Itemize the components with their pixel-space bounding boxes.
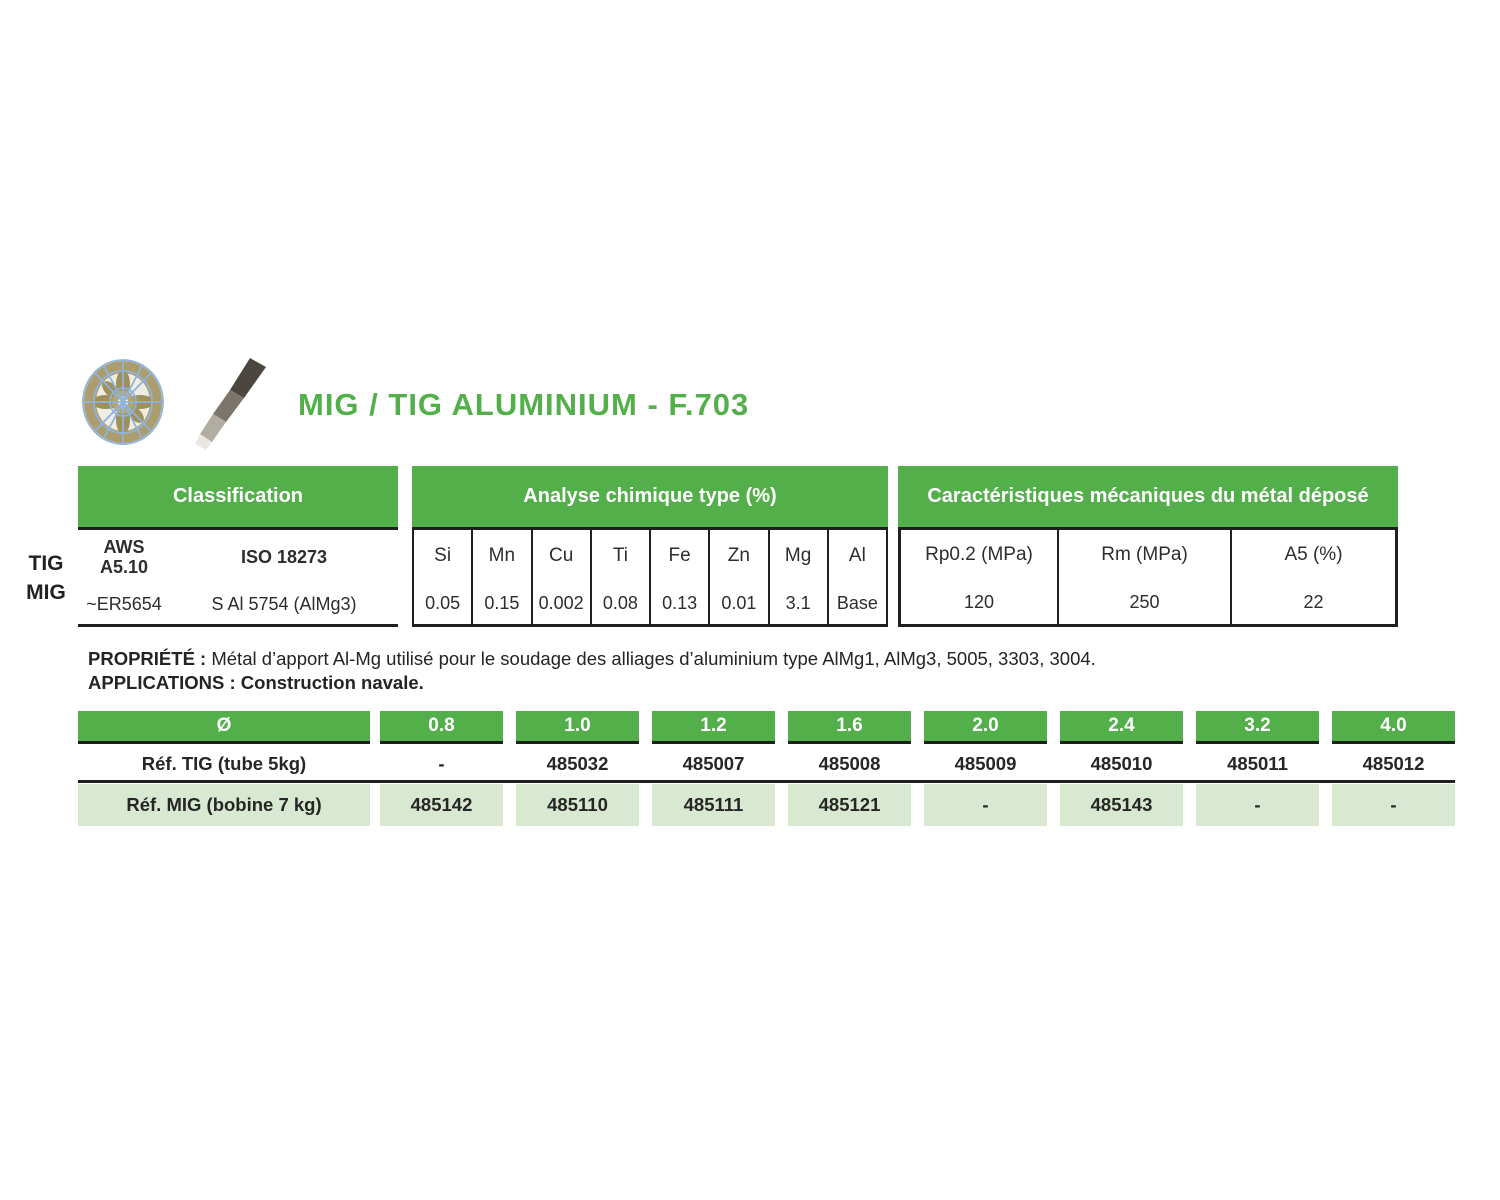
header-classification: Classification [78, 466, 398, 527]
tig-ref-cell: 485007 [652, 748, 775, 780]
element-symbol: Fe [668, 545, 691, 566]
applications-line [88, 672, 424, 694]
chem-col-al [827, 530, 886, 624]
mig-row-label: Réf. MIG (bobine 7 kg) [78, 784, 370, 826]
diameter-column-header: Ø [78, 711, 370, 744]
tig-ref-cell: 485011 [1196, 748, 1319, 780]
element-value: 0.13 [662, 592, 698, 613]
mig-ref-cell: 485110 [516, 784, 639, 826]
mig-ref-cell: 485142 [380, 784, 503, 826]
chem-col-zn [708, 530, 767, 624]
iso-standard-header: ISO 18273 [240, 547, 328, 567]
chem-col-mg [768, 530, 827, 624]
mech-property-value: 22 [1303, 591, 1324, 612]
chemical-analysis-table [412, 527, 888, 627]
aws-line1: AWS [103, 536, 145, 557]
tig-ref-cell: 485012 [1332, 748, 1455, 780]
chem-col-cu [531, 530, 590, 624]
chem-col-si [414, 530, 471, 624]
header-mechanical-characteristics: Caractéristiques mécaniques du métal déposé [898, 466, 1398, 527]
chem-col-mn [471, 530, 530, 624]
mig-ref-cell: - [924, 784, 1047, 826]
applications-label: APPLICATIONS : [88, 672, 236, 693]
diameter-header: 3.2 [1196, 711, 1319, 744]
element-symbol: Mn [488, 545, 516, 566]
element-symbol: Si [434, 545, 452, 566]
mech-property-label: Rp0.2 (MPa) [925, 544, 1033, 565]
wire-spool-icon [80, 358, 166, 446]
mig-ref-cell: 485143 [1060, 784, 1183, 826]
tig-ref-cell: - [380, 748, 503, 780]
mech-col-a5 [1230, 530, 1395, 624]
element-value: 0.15 [484, 592, 520, 613]
diameter-header: 1.2 [652, 711, 775, 744]
diameter-header: 2.4 [1060, 711, 1183, 744]
aws-standard-header [78, 530, 170, 585]
element-value: 0.002 [538, 592, 584, 613]
mig-ref-cell: - [1196, 784, 1319, 826]
welding-rod-icon [186, 358, 276, 450]
mig-ref-cell: - [1332, 784, 1455, 826]
element-value: 0.01 [721, 592, 757, 613]
element-value: 3.1 [785, 592, 811, 613]
element-symbol: Zn [727, 545, 750, 566]
element-symbol: Ti [612, 545, 628, 566]
chem-col-fe [649, 530, 708, 624]
header-chemical-analysis: Analyse chimique type (%) [412, 466, 888, 527]
element-value: Base [836, 592, 878, 613]
mig-ref-cell: 485121 [788, 784, 911, 826]
page-title: MIG / TIG ALUMINIUM - F.703 [298, 387, 750, 422]
iso-classification-value: S Al 5754 (AlMg3) [211, 594, 357, 614]
mech-property-label: Rm (MPa) [1101, 544, 1188, 565]
propriete-line [88, 648, 1096, 670]
mech-property-value: 120 [963, 591, 995, 612]
element-symbol: Cu [548, 545, 574, 566]
aws-line2: A5.10 [99, 556, 149, 577]
element-symbol: Mg [784, 545, 812, 566]
propriete-text: Métal d’apport Al-Mg utilisé pour le soudage des alliages d’aluminium type AlMg1, AlMg3, 5005, 3303, 3004. [206, 648, 1096, 669]
tig-ref-cell: 485008 [788, 748, 911, 780]
process-label-mig: MIG [26, 581, 66, 604]
diameter-header: 2.0 [924, 711, 1047, 744]
process-label-tig: TIG [28, 552, 64, 575]
element-value: 0.08 [602, 592, 638, 613]
classification-table [78, 527, 398, 627]
chem-col-ti [590, 530, 649, 624]
mech-col-rp02 [901, 530, 1057, 624]
element-value: 0.05 [425, 592, 461, 613]
mechanical-characteristics-table [898, 527, 1398, 627]
mig-ref-cell: 485111 [652, 784, 775, 826]
divider [78, 780, 1455, 783]
diameter-header: 4.0 [1332, 711, 1455, 744]
tig-ref-cell: 485009 [924, 748, 1047, 780]
tig-ref-cell: 485010 [1060, 748, 1183, 780]
aws-classification-value: ~ER5654 [86, 594, 162, 614]
mech-property-value: 250 [1129, 591, 1160, 612]
propriete-label: PROPRIÉTÉ : [88, 648, 207, 669]
diameter-header: 1.6 [788, 711, 911, 744]
tig-ref-cell: 485032 [516, 748, 639, 780]
tig-row-label: Réf. TIG (tube 5kg) [78, 748, 370, 780]
mech-property-label: A5 (%) [1284, 544, 1343, 565]
diameter-header: 0.8 [380, 711, 503, 744]
mech-col-rm [1057, 530, 1230, 624]
applications-text: Construction navale. [235, 672, 424, 693]
element-symbol: Al [848, 545, 866, 566]
diameter-header: 1.0 [516, 711, 639, 744]
